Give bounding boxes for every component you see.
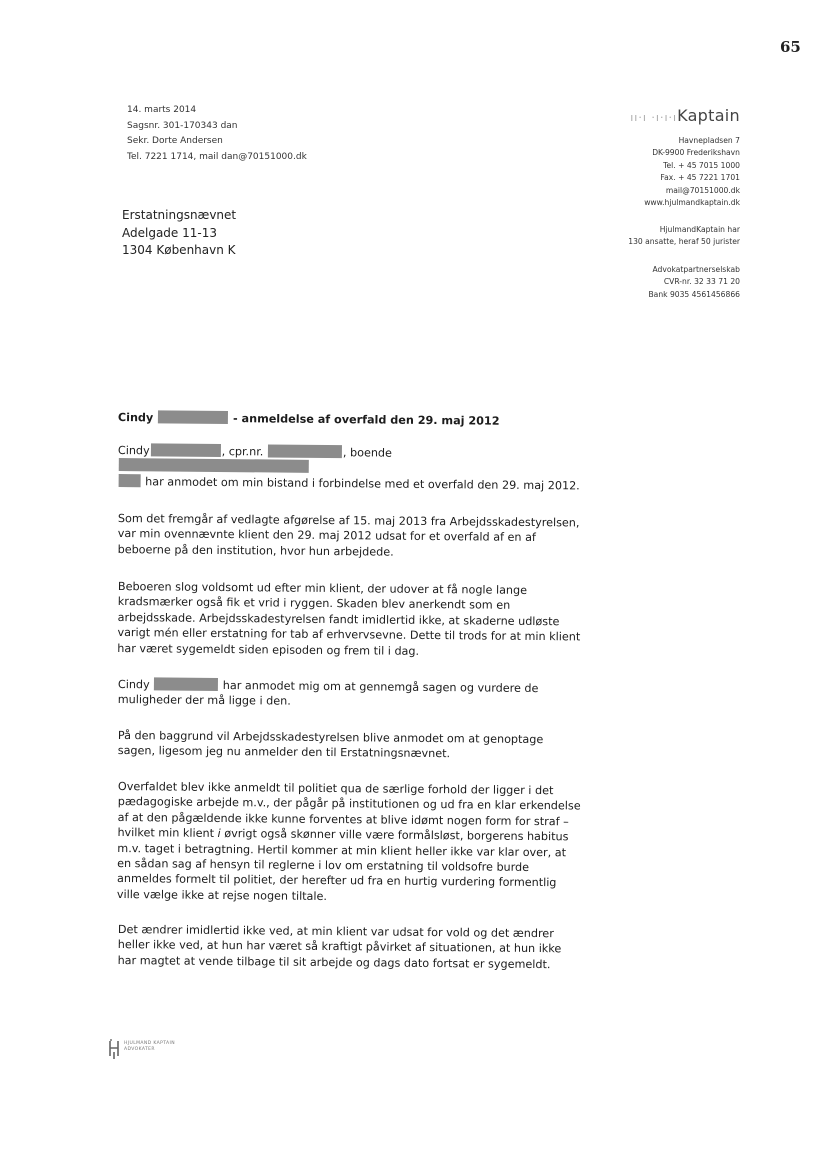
office-line: mail@70151000.dk [665, 185, 740, 195]
secretary: Sekr. Dorte Andersen [127, 136, 223, 146]
paragraph-5: På den baggrund vil Arbejdsskadestyrelsen blive anmodet om at genoptage sagen, ligesom jeg nu anmelder den til Erstatningsnævnet. [117, 728, 544, 761]
office-line: Tel. + 45 7015 1000 [663, 160, 740, 170]
sender-contact: Tel. 7221 1714, mail dan@70151000.dk [127, 151, 307, 162]
redaction [268, 444, 342, 458]
office-line: DK-9900 Frederikshavn [652, 148, 740, 158]
footer-firm-name: HJULMAND KAPTAIN ADVOKATER [124, 1041, 175, 1052]
redaction [154, 677, 218, 691]
office-line: Havnepladsen 7 [678, 136, 740, 145]
paragraph-4: Cindy har anmodet mig om at gennemgå sagen og vurdere de muligheder der må ligge i den. [117, 677, 539, 709]
office-line: www.hjulmandkaptain.dk [644, 198, 740, 208]
redaction [119, 474, 141, 487]
legal-line: Bank 9035 4561456866 [648, 289, 740, 299]
firm-legal [648, 264, 740, 301]
paragraph-1: Cindy , cpr.nr. , boende har anmodet om min bistand i forbindelse med et overfald den 29. maj 2012. [117, 443, 580, 493]
recipient-street: Adelgade 11-13 [122, 225, 217, 240]
paragraph-7: Det ændrer imidlertid ikke ved, at min klient var udsat for vold og det ændrer heller ikke ved, at hun har været så kraftigt påvirket af situationen, at hun ikke har magtet at vende tilbage til sit arbejde og dags dato fortsat er sygemeldt. [117, 922, 562, 971]
paragraph-2: Som det fremgår af vedlagte afgørelse af 15. maj 2013 fra Arbejdsskadestyrelsen, var min ovennævnte klient den 29. maj 2012 udsat for et overfald af en af beboerne på den institution, hvor hun arbejdede. [117, 511, 580, 559]
recipient-address [122, 207, 236, 260]
firm-staff [628, 224, 740, 249]
staff-line: 130 ansatte, heraf 50 jurister [628, 237, 740, 247]
case-number: Sagsnr. 301-170343 dan [127, 120, 238, 131]
redaction [119, 458, 309, 473]
paragraph-3: Beboeren slog voldsomt ud efter min klient, der udover at få nogle lange kradsmærker også fik et vrid i ryggen. Skaden blev anerkendt som en arbejdsskade. Arbejdsskadestyrelsen fandt imidlertid ikke, at skaderne udløste varigt mén eller erstatning for tab af erhvervsevne. Dette til trods for at min klient har været sygemeldt siden episoden og frem til i dag. [117, 579, 581, 658]
firm-logo: ıı·ı ·ı·ı·ıKaptain [630, 106, 740, 125]
redaction [158, 410, 228, 424]
staff-line: HjulmandKaptain har [659, 225, 740, 234]
paragraph-6: Overfaldet blev ikke anmeldt til politiet qua de særlige forhold der ligger i det pædagogiske arbejde m.v., der pågår på institutionen og ud fra en klar erkendelse af at den pågældende ikke kunne forventes at blive idømt nogen form for straf – hvilket min klient i øvrigt også skønner ville være formålsløst, borgerens habitus m.v. taget i betragtning. Hertil kommer at min klient heller ikke var klar over, at en sådan sag af hensyn til reglerne i lov om erstatning til voldsofre burde anmeldes formelt til politiet, der herefter ud fra en hurtig vurdering formentlig ville vælge ikke at rejse nogen tiltale. [116, 779, 581, 903]
page-number: 65 [780, 38, 801, 56]
recipient-city: 1304 København K [122, 243, 236, 257]
firm-emblem-icon [106, 1038, 124, 1060]
letter-subject: Cindy - anmeldelse af overfald den 29. maj 2012 [117, 410, 500, 428]
letter-date: 14. marts 2014 [127, 105, 197, 115]
legal-line: Advokatpartnerselskab [652, 265, 740, 274]
legal-line: CVR-nr. 32 33 71 20 [663, 277, 740, 287]
office-line: Fax. + 45 7221 1701 [660, 173, 740, 183]
office-address [644, 135, 740, 209]
sender-block [127, 103, 307, 165]
recipient-name: Erstatningsnævnet [122, 208, 237, 222]
redaction [151, 443, 221, 457]
